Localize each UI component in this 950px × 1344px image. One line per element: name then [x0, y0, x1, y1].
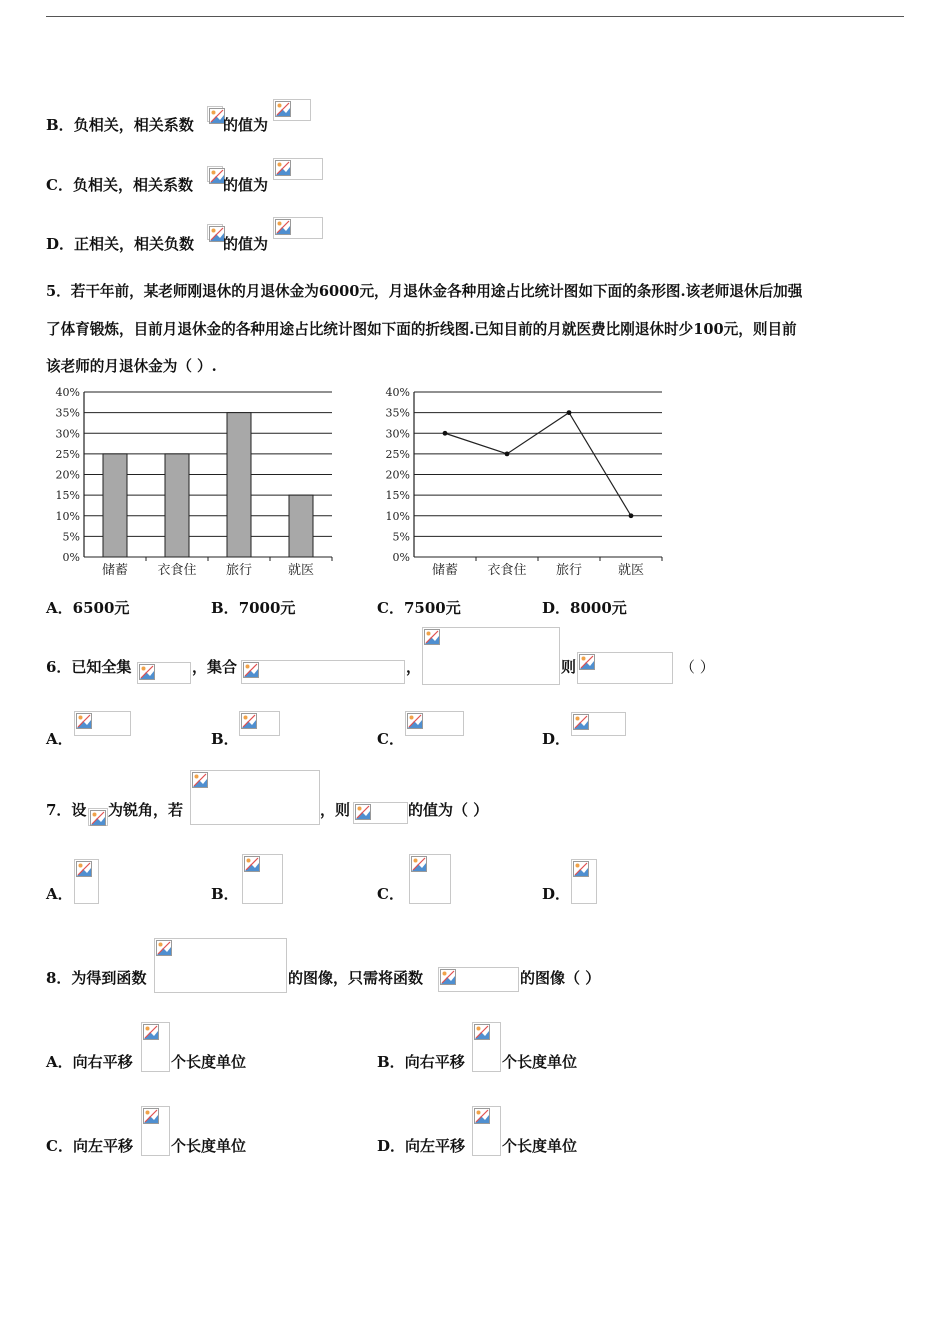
q4-option-b-tail: 的值为	[223, 116, 269, 134]
broken-image-icon	[474, 1108, 490, 1124]
broken-image-icon	[90, 810, 106, 826]
bar	[289, 495, 313, 557]
formula-image	[207, 166, 223, 182]
q5-line3: 该老师的月退休金为（ ）.	[46, 358, 217, 375]
q4-option-d: D．正相关，相关负数	[46, 235, 195, 253]
formula-image	[422, 627, 560, 685]
formula-image	[405, 711, 464, 736]
formula-image	[242, 854, 283, 904]
formula-image	[141, 1106, 170, 1156]
y-tick-label: 20%	[385, 468, 410, 482]
q8-text-3: 的图像（ ）	[520, 969, 601, 987]
broken-image-icon	[275, 101, 291, 117]
y-tick-label: 0%	[62, 551, 80, 564]
bar-chart	[46, 380, 346, 589]
formula-image	[409, 854, 451, 904]
broken-image-icon	[139, 664, 155, 680]
broken-image-icon	[192, 772, 208, 788]
broken-image-icon	[573, 861, 589, 877]
broken-image-icon	[573, 714, 589, 730]
formula-image	[577, 652, 673, 684]
y-tick-label: 15%	[385, 489, 410, 503]
q5-option-a: A．6500元	[46, 599, 130, 617]
q6-text-1: 6．已知全集	[46, 658, 132, 676]
formula-image	[273, 99, 311, 121]
q7-option-a: A．	[46, 885, 73, 903]
x-tick-label: 储蓄	[431, 563, 459, 578]
q7-text-1: 7．设	[46, 801, 87, 819]
data-point	[443, 431, 448, 436]
q7-option-c: C．	[377, 885, 404, 903]
y-tick-label: 10%	[385, 509, 410, 523]
q8-option-b-tail: 个长度单位	[502, 1053, 578, 1071]
q5-line1: 5．若干年前，某老师刚退休的月退休金为6000元，月退休金各种用途占比统计图如下面的条形图.该老师退休后加强	[46, 283, 803, 300]
series-line	[445, 413, 631, 516]
q8-option-a-tail: 个长度单位	[171, 1053, 247, 1071]
formula-image	[472, 1106, 501, 1156]
y-tick-label: 15%	[55, 489, 80, 503]
q4-option-d-tail: 的值为	[223, 235, 269, 253]
formula-image	[571, 712, 626, 736]
x-tick-label: 就医	[287, 563, 315, 578]
y-tick-label: 0%	[392, 551, 410, 564]
q7-text-3: ，则	[320, 801, 351, 819]
q6-text-5: （ ）	[680, 658, 715, 676]
broken-image-icon	[355, 804, 371, 820]
q5-option-b: B．7000元	[211, 599, 296, 617]
y-tick-label: 40%	[385, 386, 410, 399]
y-tick-label: 30%	[385, 427, 410, 441]
q8-option-c-tail: 个长度单位	[171, 1137, 247, 1155]
broken-image-icon	[244, 856, 260, 872]
q6-option-c: C．	[377, 730, 404, 748]
q4-option-c-tail: 的值为	[223, 176, 269, 194]
q8-option-a: A．向右平移	[46, 1053, 133, 1071]
line-chart	[376, 380, 676, 589]
x-tick-label: 旅行	[555, 563, 583, 578]
broken-image-icon	[579, 654, 595, 670]
broken-image-icon	[407, 713, 423, 729]
data-point	[505, 451, 510, 456]
y-tick-label: 25%	[385, 447, 410, 461]
top-rule	[46, 16, 904, 17]
x-tick-label: 储蓄	[101, 563, 129, 578]
broken-image-icon	[411, 856, 427, 872]
bar	[103, 454, 127, 557]
formula-image	[472, 1022, 501, 1072]
broken-image-icon	[243, 662, 259, 678]
y-tick-label: 35%	[55, 406, 80, 420]
data-point	[629, 513, 634, 518]
formula-image	[273, 158, 323, 180]
q5-option-c: C．7500元	[377, 599, 461, 617]
formula-image	[207, 106, 223, 122]
q6-option-a: A．	[46, 730, 73, 748]
q4-option-c: C．负相关，相关系数	[46, 176, 193, 194]
q8-option-d-tail: 个长度单位	[502, 1137, 578, 1155]
y-tick-label: 10%	[55, 509, 80, 523]
y-tick-label: 25%	[55, 447, 80, 461]
y-tick-label: 5%	[392, 530, 410, 544]
q7-option-b: B．	[211, 885, 239, 903]
formula-image	[141, 1022, 170, 1072]
broken-image-icon	[143, 1108, 159, 1124]
broken-image-icon	[76, 713, 92, 729]
formula-image	[154, 938, 287, 993]
q4-option-b: B．负相关，相关系数	[46, 116, 194, 134]
y-tick-label: 30%	[55, 427, 80, 441]
formula-image	[273, 217, 323, 239]
broken-image-icon	[156, 940, 172, 956]
bar	[227, 413, 251, 557]
formula-image	[438, 967, 519, 992]
q8-text-2: 的图像，只需将函数	[288, 969, 424, 987]
q6-option-b: B．	[211, 730, 239, 748]
formula-image	[74, 711, 131, 736]
q6-option-d: D．	[542, 730, 571, 748]
broken-image-icon	[143, 1024, 159, 1040]
y-tick-label: 5%	[62, 530, 80, 544]
broken-image-icon	[440, 969, 456, 985]
broken-image-icon	[474, 1024, 490, 1040]
broken-image-icon	[241, 713, 257, 729]
formula-image	[88, 808, 108, 826]
x-tick-label: 衣食住	[487, 563, 527, 578]
q8-option-d: D．向左平移	[377, 1137, 466, 1155]
q7-option-d: D．	[542, 885, 571, 903]
broken-image-icon	[275, 160, 291, 176]
y-tick-label: 40%	[55, 386, 80, 399]
data-point	[567, 410, 572, 415]
q6-text-2: ，集合	[192, 658, 238, 676]
q8-option-b: B．向右平移	[377, 1053, 465, 1071]
q7-text-2: 为锐角，若	[108, 801, 184, 819]
x-tick-label: 衣食住	[157, 563, 197, 578]
q6-text-3: ，	[406, 658, 422, 676]
q7-text-4: 的值为（ ）	[408, 801, 489, 819]
broken-image-icon	[76, 861, 92, 877]
formula-image	[571, 859, 597, 904]
broken-image-icon	[275, 219, 291, 235]
x-tick-label: 就医	[617, 563, 645, 578]
y-tick-label: 35%	[385, 406, 410, 420]
formula-image	[190, 770, 320, 825]
broken-image-icon	[424, 629, 440, 645]
formula-image	[239, 711, 280, 736]
x-tick-label: 旅行	[225, 563, 253, 578]
q8-option-c: C．向左平移	[46, 1137, 133, 1155]
q5-line2: 了体育锻炼，目前月退休金的各种用途占比统计图如下面的折线图.已知目前的月就医费比刚退休时少100元，则目前	[46, 321, 797, 338]
q5-option-d: D．8000元	[542, 599, 627, 617]
formula-image	[74, 859, 99, 904]
y-tick-label: 20%	[55, 468, 80, 482]
q6-text-4: 则	[561, 658, 577, 676]
formula-image	[241, 660, 405, 684]
q8-text-1: 8．为得到函数	[46, 969, 147, 987]
bar	[165, 454, 189, 557]
formula-image	[137, 662, 191, 684]
formula-image	[353, 802, 408, 824]
formula-image	[207, 224, 223, 240]
